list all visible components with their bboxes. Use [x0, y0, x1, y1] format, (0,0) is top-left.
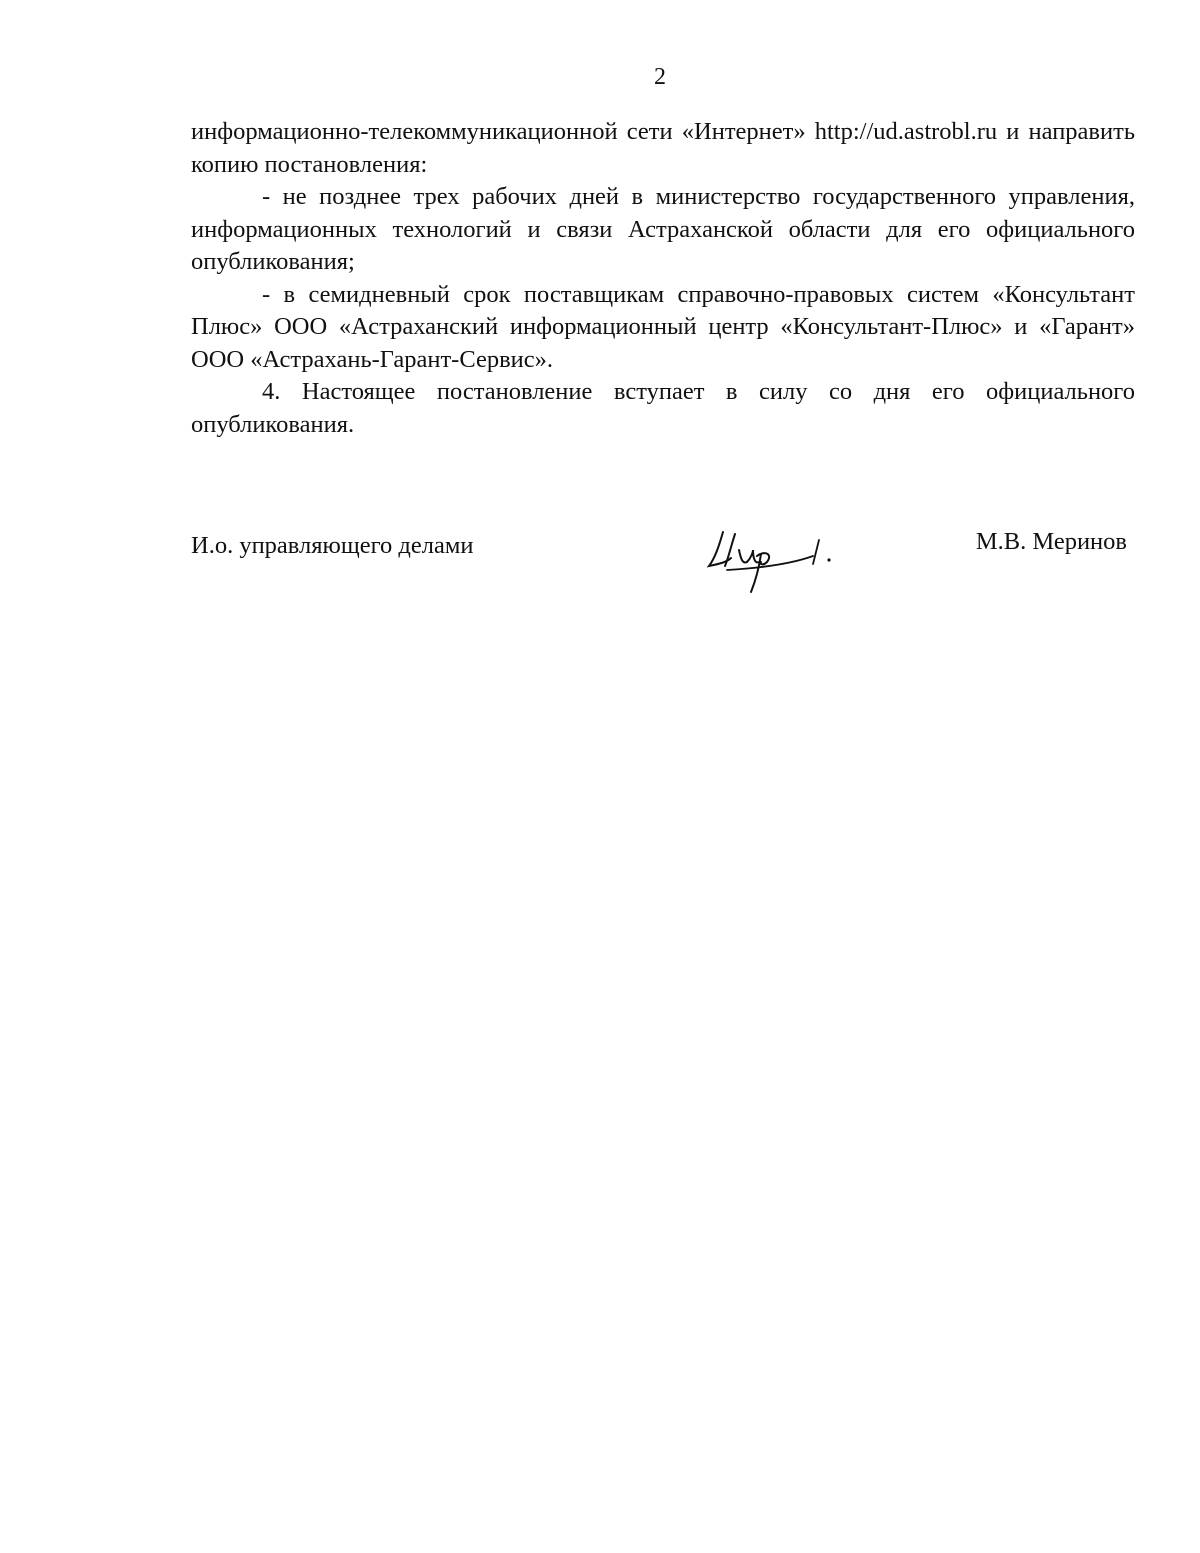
paragraph-item-legal-systems: - в семидневный срок поставщикам справочно-правовых систем «Консультант Плюс» ООО «Астраханский информационный центр «Консультант-Плюс» и «Гарант» ООО «Астрахань-Гарант-Сервис». — [191, 280, 1135, 373]
paragraph-effective-date: 4. Настоящее постановление вступает в силу со дня его официального опубликования. — [191, 378, 1135, 438]
signatory-name: М.В. Меринов — [975, 528, 1127, 555]
paragraph-continuation: информационно-телекоммуникационной сети «Интернет» http://ud.astrobl.ru и направить копию постановления: — [191, 118, 1135, 178]
page-number: 2 — [654, 64, 666, 90]
signature-block — [191, 528, 1135, 598]
signatory-title: И.о. управляющего делами — [191, 532, 474, 559]
document-body — [191, 116, 1135, 441]
paragraph-item-publication: - не позднее трех рабочих дней в министерство государственного управления, информационных технологий и связи Астраханской области для его официального опубликования; — [191, 183, 1135, 275]
handwritten-signature — [701, 520, 841, 600]
